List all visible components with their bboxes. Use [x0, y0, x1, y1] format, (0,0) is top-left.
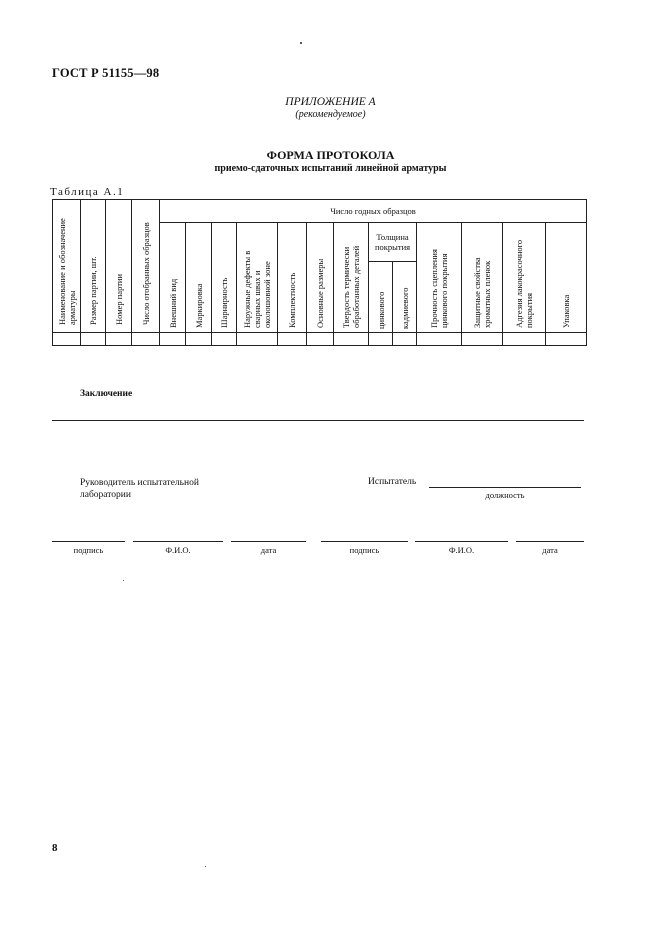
table-cell[interactable]: [546, 333, 587, 346]
table-cell[interactable]: [53, 333, 81, 346]
table-cell[interactable]: [106, 333, 132, 346]
lab-head-line-1: Руководитель испытательной: [80, 478, 199, 488]
table-cell[interactable]: [160, 333, 186, 346]
col-header-dimensions: Основные размеры: [307, 223, 334, 333]
table-cell[interactable]: [393, 333, 417, 346]
table-cell[interactable]: [462, 333, 503, 346]
scan-speck: [205, 866, 206, 867]
date-caption-left: дата: [260, 545, 277, 555]
tester-position-line[interactable]: [429, 487, 581, 488]
col-header-hinge: Шарнирность: [212, 223, 237, 333]
conclusion-label: Заключение: [80, 389, 133, 399]
col-header-completeness: Комплектность: [278, 223, 307, 333]
appendix-note: (рекомендуемое): [295, 109, 366, 120]
table-cell[interactable]: [278, 333, 307, 346]
date-line-left[interactable]: [231, 541, 306, 542]
col-header-batch-size: Размер партии, шт.: [81, 200, 106, 333]
name-line-left[interactable]: [133, 541, 223, 542]
protocol-table: [52, 199, 587, 346]
table-cell[interactable]: [212, 333, 237, 346]
lab-head-label: [80, 477, 199, 501]
table-cell[interactable]: [132, 333, 160, 346]
table-cell[interactable]: [417, 333, 462, 346]
appendix-title: ПРИЛОЖЕНИЕ А: [285, 96, 376, 108]
col-header-paint-adhesion: Адгезия лакокрасочного покрытия: [503, 223, 546, 333]
name-line-right[interactable]: [415, 541, 508, 542]
col-header-zinc-adhesion: Прочность сцепления цинкового покрытия: [417, 223, 462, 333]
table-cell[interactable]: [237, 333, 278, 346]
col-header-name: Наименование и обозначение арматуры: [53, 200, 81, 333]
col-header-appearance: Внешний вид: [160, 223, 186, 333]
lab-head-line-2: лаборатории: [80, 490, 131, 500]
col-header-zinc: цинкового: [369, 262, 393, 333]
conclusion-line[interactable]: [52, 420, 584, 421]
form-title: ФОРМА ПРОТОКОЛА: [266, 148, 395, 162]
signature-caption-left: подпись: [73, 545, 104, 555]
group-header-coating-thickness: Толщина покрытия: [369, 223, 417, 262]
date-caption-right: дата: [542, 545, 558, 555]
name-caption-left: Ф.И.О.: [165, 545, 191, 555]
date-line-right[interactable]: [516, 541, 584, 542]
col-header-packaging: Упаковка: [546, 223, 587, 333]
scan-speck: [123, 580, 124, 581]
col-header-selected-samples: Число отобранных образцов: [132, 200, 160, 333]
col-header-marking: Маркировка: [186, 223, 212, 333]
col-header-cadmium: кадмиевого: [393, 262, 417, 333]
table-row: [53, 333, 587, 346]
col-header-hardness: Твердость термически обработанных деталей: [334, 223, 369, 333]
signature-line-right[interactable]: [321, 541, 408, 542]
signature-line-left[interactable]: [52, 541, 125, 542]
table-caption: Таблица А.1: [50, 186, 125, 198]
position-caption: должность: [485, 490, 525, 500]
signature-caption-right: подпись: [349, 545, 380, 555]
table-cell[interactable]: [369, 333, 393, 346]
table-cell[interactable]: [307, 333, 334, 346]
group-header-good-samples: Число годных образцов: [160, 200, 587, 223]
table-cell[interactable]: [81, 333, 106, 346]
name-caption-right: Ф.И.О.: [448, 545, 475, 555]
table-cell[interactable]: [186, 333, 212, 346]
tester-label: Испытатель: [368, 477, 417, 487]
table-cell[interactable]: [503, 333, 546, 346]
col-header-weld-defects: Наружные дефекты в сварных швах и околошовной зоне: [237, 223, 278, 333]
scan-speck: [300, 42, 302, 44]
document-code: ГОСТ Р 51155—98: [52, 66, 160, 80]
table-cell[interactable]: [334, 333, 369, 346]
col-header-batch-number: Номер партии: [106, 200, 132, 333]
col-header-chromate-films: Защитные свойства хроматных пленок: [462, 223, 503, 333]
page-number: 8: [52, 842, 58, 854]
form-subtitle: приемо-сдаточных испытаний линейной арматуры: [214, 163, 447, 174]
